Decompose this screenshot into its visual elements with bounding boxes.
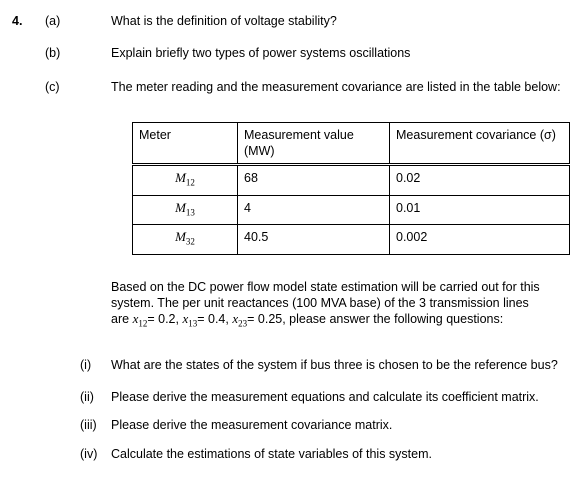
covariance-cell: 0.01 xyxy=(390,195,570,225)
value-cell: 40.5 xyxy=(238,225,390,255)
subquestion-iv-label: (iv) xyxy=(80,447,98,461)
subquestion-ii-text: Please derive the measurement equations and calculate its coefficient matrix. xyxy=(111,390,539,404)
part-c-text: The meter reading and the measurement covariance are listed in the table below: xyxy=(111,80,561,94)
subquestion-iii-text: Please derive the measurement covariance matrix. xyxy=(111,418,393,432)
part-b-text: Explain briefly two types of power systems oscillations xyxy=(111,46,411,60)
subquestion-iv-text: Calculate the estimations of state variables of this system. xyxy=(111,447,432,461)
paragraph-line-1: Based on the DC power flow model state estimation will be carried out for this xyxy=(111,280,540,294)
subquestion-ii-label: (ii) xyxy=(80,390,94,404)
paragraph-line-2: system. The per unit reactances (100 MVA base) of the 3 transmission lines xyxy=(111,296,529,310)
subquestion-i-text: What are the states of the system if bus three is chosen to be the reference bus? xyxy=(111,358,558,372)
paragraph-line-3: are $x_{12}= 0.2$, $x_{13}= 0.4$, $x_{23}= 0.25$, please answer the following questions: xyxy=(111,311,504,329)
meter-cell: $M_{13}$ xyxy=(133,195,238,225)
table-header-row xyxy=(133,123,570,165)
measurement-table xyxy=(132,122,570,255)
header-measurement-covariance: Measurement covariance (σ) xyxy=(390,123,570,165)
table-row xyxy=(133,165,570,196)
question-number: 4. xyxy=(12,14,23,28)
reactance-x13: $x_{13}$ xyxy=(182,311,198,329)
table-row xyxy=(133,195,570,225)
subquestion-i-label: (i) xyxy=(80,358,92,372)
covariance-cell: 0.02 xyxy=(390,165,570,196)
table-row xyxy=(133,225,570,255)
header-meter: Meter xyxy=(133,123,238,165)
reactance-x23: $x_{23}$ xyxy=(232,311,248,329)
meter-cell: $M_{12}$ xyxy=(133,165,238,196)
part-c-label: (c) xyxy=(45,80,60,94)
part-a-label: (a) xyxy=(45,14,61,28)
covariance-cell: 0.002 xyxy=(390,225,570,255)
part-a-text: What is the definition of voltage stability? xyxy=(111,14,337,28)
value-cell: 4 xyxy=(238,195,390,225)
subquestion-iii-label: (iii) xyxy=(80,418,97,432)
part-b-label: (b) xyxy=(45,46,61,60)
value-cell: 68 xyxy=(238,165,390,196)
header-measurement-value: Measurement value (MW) xyxy=(238,123,390,165)
meter-cell: $M_{32}$ xyxy=(133,225,238,255)
reactance-x12: $x_{12}$ xyxy=(132,311,148,329)
